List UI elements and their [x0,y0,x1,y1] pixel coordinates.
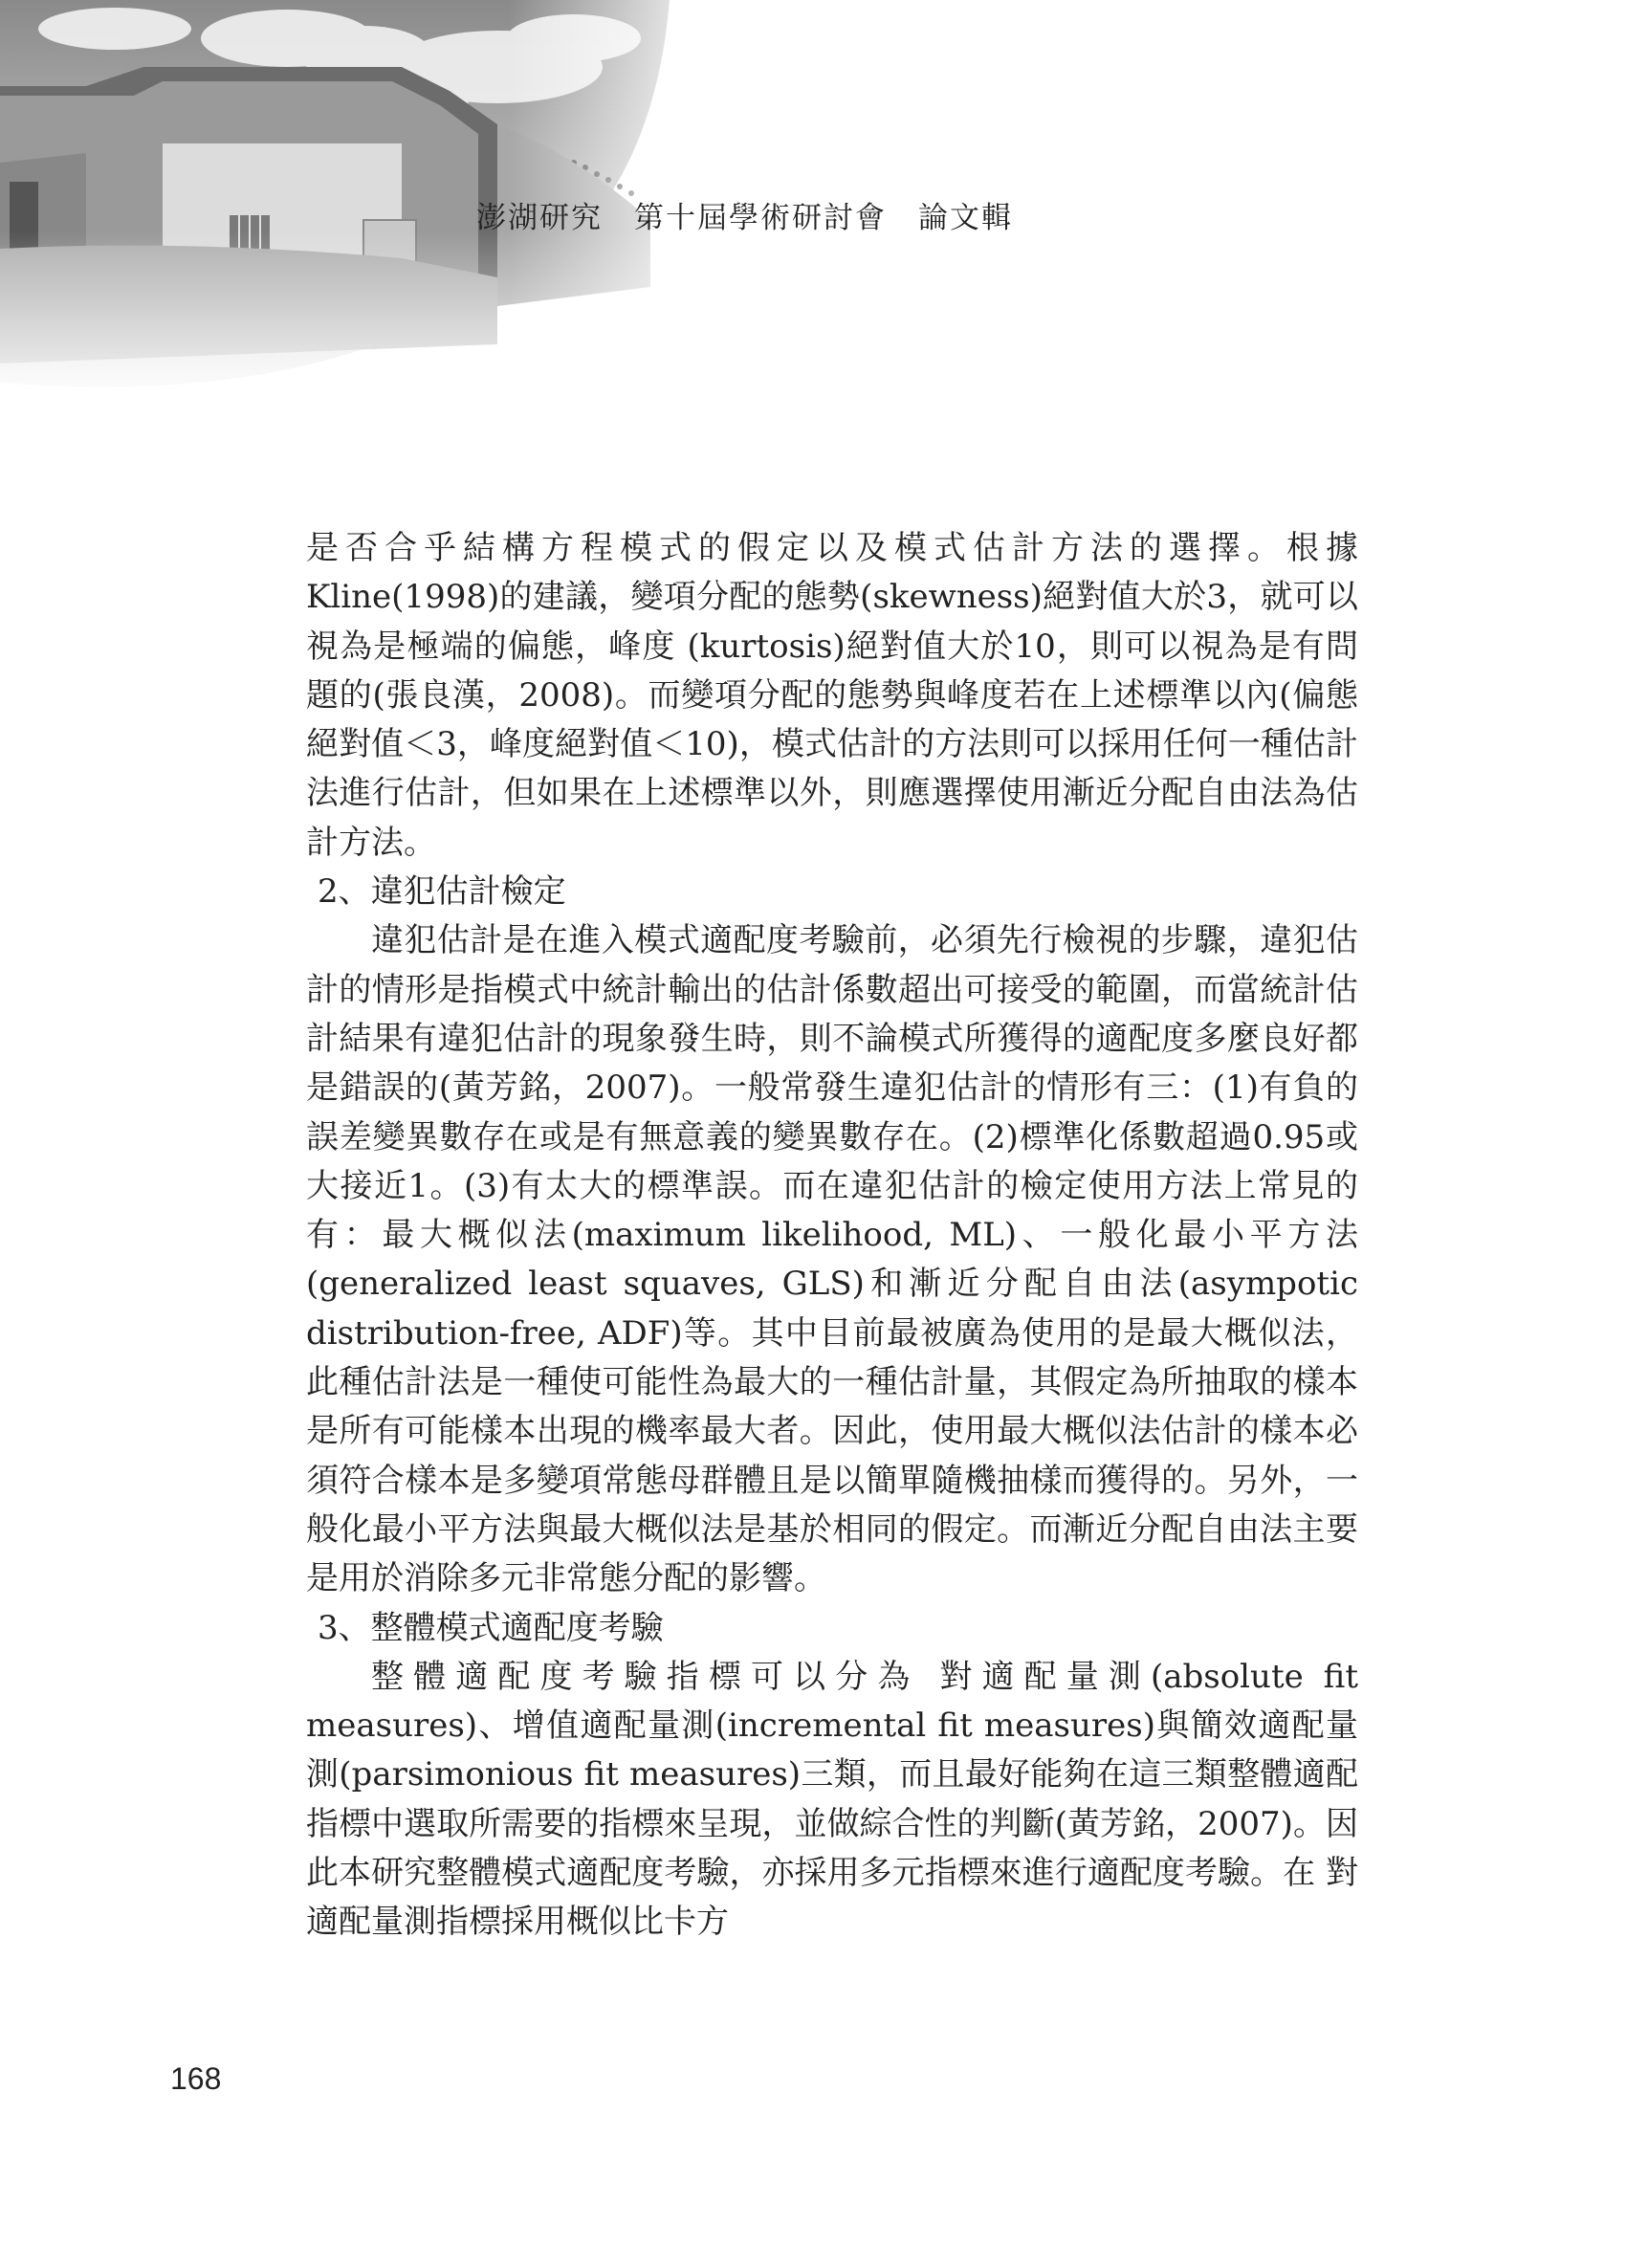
paragraph: 整體適配度考驗指標可以分為 對適配量測(absolute fit measures)、增值適配量測(incremental fit measures)與簡效適配量測(parsimonious fit measures)三類，而且最好能夠在這三類整體適配指標中選取所需要的指標來呈現，並做綜合性的判斷(黃芳銘，2007)。因此本研究整體模式適配度考驗，亦採用多元指標來進行適配度考驗。在 對適配量測指標採用概似比卡方 [306,1657,1358,1942]
section-heading: 3、整體模式適配度考驗 [318,1608,664,1647]
paragraph-continuation: 是否合乎結構方程模式的假定以及模式估計方法的選擇。根據Kline(1998)的建議，變項分配的態勢(skewness)絕對值大於3，就可以視為是極端的偏態，峰度 (kurtosis)絕對值大於10，則可以視為是有問題的(張良漢，2008)。而變項分配的態勢與峰度若在上述標準以內(偏態絕對值＜3，峰度絕對值＜10)，模式估計的方法則可以採用任何一種估計法進行估計，但如果在上述標準以外，則應選擇使用漸近分配自由法為估計方法。 [306,529,1358,862]
page-number: 168 [170,2061,222,2096]
body-text [306,524,1358,1948]
paragraph: 違犯估計是在進入模式適配度考驗前，必須先行檢視的步驟，違犯估計的情形是指模式中統計輸出的估計係數超出可接受的範圍，而當統計估計結果有違犯估計的現象發生時，則不論模式所獲得的適配度多麼良好都是錯誤的(黃芳銘，2007)。一般常發生違犯估計的情形有三：(1)有負的誤差變異數存在或是有無意義的變異數存在。(2)標準化係數超過0.95或大接近1。(3)有太大的標準誤。而在違犯估計的檢定使用方法上常見的有：最大概似法(maximum likelihood, ML)、一般化最小平方法(generalized least squaves, GLS)和漸近分配自由法(asympotic distribution-free, ADF)等。其中目前最被廣為使用的是最大概似法，此種估計法是一種使可能性為最大的一種估計量，其假定為所抽取的樣本是所有可能樣本出現的機率最大者。因此，使用最大概似法估計的樣本必須符合樣本是多變項常態母群體且是以簡單隨機抽樣而獲得的。另外，一般化最小平方法與最大概似法是基於相同的假定。而漸近分配自由法主要是用於消除多元非常態分配的影響。 [306,921,1358,1598]
section-heading: 2、違犯估計檢定 [318,872,566,912]
running-header: 澎湖研究 第十屆學術研討會 論文輯 [476,201,1013,235]
